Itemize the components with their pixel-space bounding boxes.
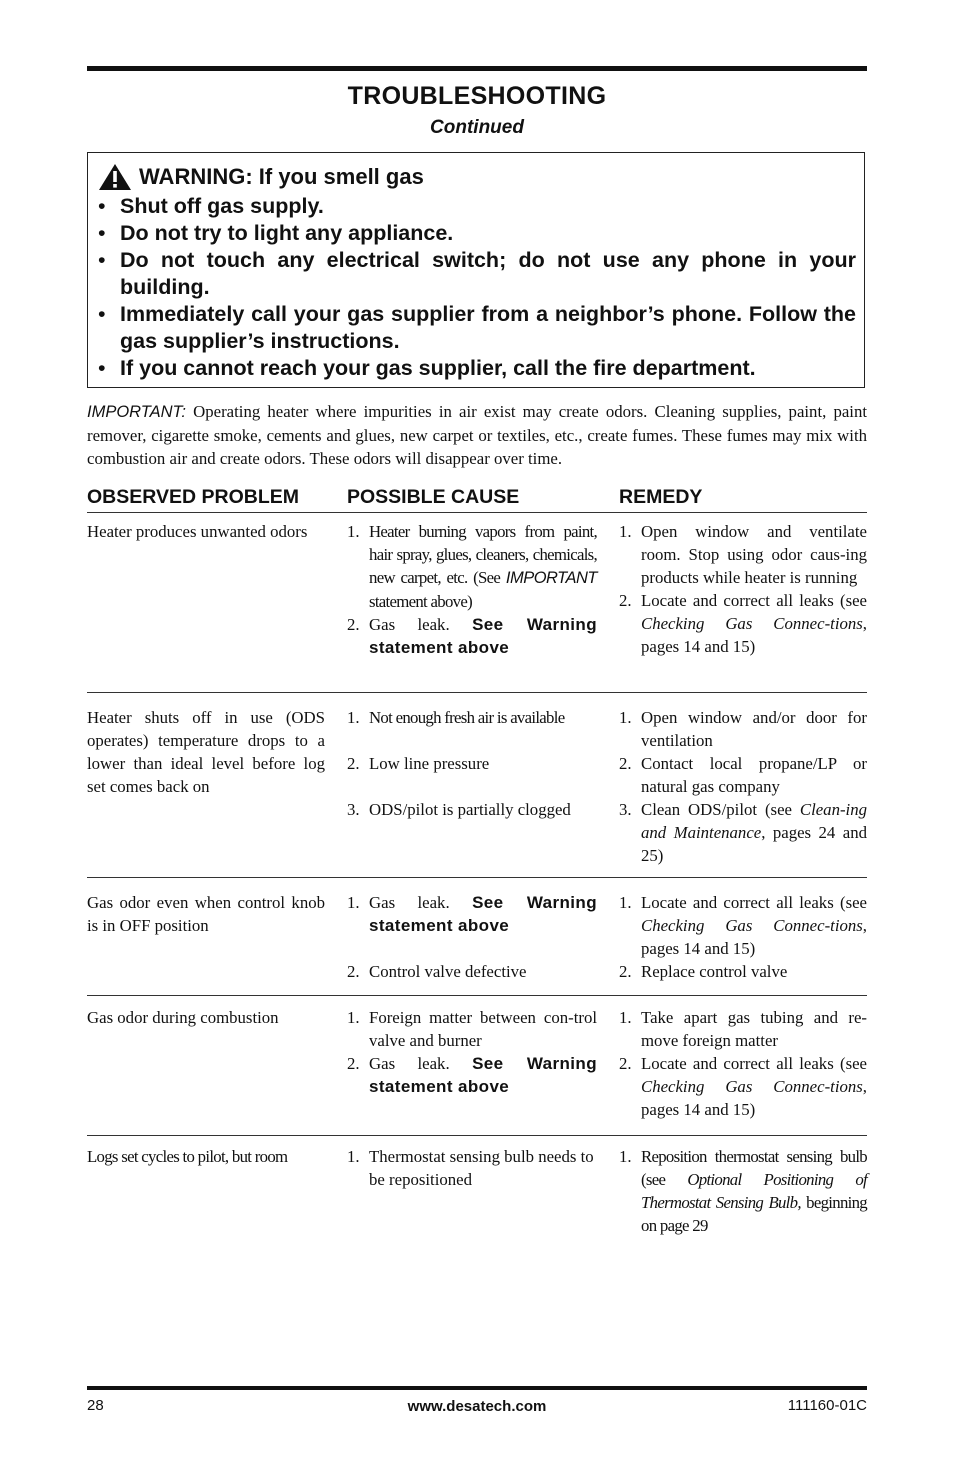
warning-item: • If you cannot reach your gas supplier, call the fire department. (98, 355, 856, 382)
warning-triangle-icon (98, 163, 132, 191)
cause-cell (347, 706, 597, 821)
important-text: Operating heater where impurities in air exist may create odors. Cleaning supplies, paint, paint remover, cigarette smoke, cements and glues, new carpet or textiles, etc., create fumes. These fumes may mix with combustion air and create odors. These odors will disappear over time. (87, 402, 867, 468)
column-header-problem: OBSERVED PROBLEM (87, 486, 300, 508)
list-item: 2. Gas leak. See Warning statement above (347, 1054, 598, 1096)
remedy-cell (619, 706, 867, 867)
list-item: 1. Not enough fresh air is available (347, 708, 565, 727)
list-item: 2. Gas leak. See Warning statement above (347, 615, 598, 657)
remedy-cell (619, 891, 867, 983)
warning-heading (98, 163, 424, 191)
footer-url: www.desatech.com (407, 1398, 547, 1415)
cause-cell (347, 1145, 597, 1191)
list-item: 3. ODS/pilot is partially clogged (347, 800, 571, 819)
remedy-cell (619, 1006, 867, 1121)
column-header-cause: POSSIBLE CAUSE (347, 486, 520, 508)
list-item: 1. Heater burning vapors from paint, hair spray, glues, cleaners, chemicals, new carpet, etc. (See IMPORTANT statement above) (347, 522, 597, 611)
warning-item: • Do not try to light any appliance. (98, 220, 856, 247)
top-rule (87, 66, 867, 71)
list-item: 2. Replace control valve (619, 962, 788, 981)
important-lead: IMPORTANT: (87, 403, 186, 421)
warning-item: • Shut off gas supply. (98, 193, 856, 220)
list-item: 2. Contact local propane/LP or natural gas company (619, 754, 867, 796)
problem-cell: Logs set cycles to pilot, but room (87, 1147, 288, 1166)
list-item: 1. Foreign matter between con-trol valve and burner (347, 1008, 597, 1050)
remedy-cell (619, 520, 867, 658)
problem-cell: Heater shuts off in use (ODS operates) temperature drops to a lower than ideal level before log set comes back on (87, 708, 325, 796)
row-divider (87, 1135, 867, 1136)
document-number: 111160-01C (787, 1397, 867, 1414)
warning-item: • Do not touch any electrical switch; do not use any phone in your building. (98, 247, 856, 301)
list-item: 1. Open window and/or door for ventilation (619, 708, 867, 750)
row-divider (87, 995, 867, 996)
warning-box (87, 152, 865, 388)
list-item: 1. Locate and correct all leaks (see Checking Gas Connec-tions, pages 14 and 15) (619, 893, 867, 958)
row-divider (87, 877, 867, 878)
warning-heading-text: WARNING: If you smell gas (139, 164, 424, 189)
important-note (87, 400, 867, 470)
list-item: 1. Reposition thermostat sensing bulb (see Optional Positioning of Thermostat Sensing Bulb, beginning on page 29 (619, 1147, 867, 1235)
list-item: 2. Locate and correct all leaks (see Checking Gas Connec-tions, pages 14 and 15) (619, 1054, 867, 1119)
page-title: TROUBLESHOOTING (347, 82, 607, 110)
page-number: 28 (87, 1397, 104, 1414)
list-item: 2. Low line pressure (347, 754, 490, 773)
list-item: 1. Thermostat sensing bulb needs to be repositioned (347, 1147, 594, 1189)
list-item: 3. Clean ODS/pilot (see Clean-ing and Maintenance, pages 24 and 25) (619, 800, 867, 865)
warning-list (98, 193, 856, 382)
problem-cell: Heater produces unwanted odors (87, 522, 308, 541)
remedy-cell (619, 1145, 867, 1237)
cause-cell (347, 1006, 597, 1098)
list-item: 2. Control valve defective (347, 962, 527, 981)
bottom-rule (87, 1386, 867, 1390)
list-item: 1. Take apart gas tubing and re-move foreign matter (619, 1008, 867, 1050)
list-item: 1. Gas leak. See Warning statement above (347, 893, 598, 935)
column-header-remedy: REMEDY (619, 486, 703, 508)
header-rule (87, 512, 867, 513)
list-item: 2. Locate and correct all leaks (see Checking Gas Connec-tions, pages 14 and 15) (619, 591, 867, 656)
problem-cell: Gas odor during combustion (87, 1008, 279, 1027)
cause-cell (347, 891, 597, 983)
page-subtitle: Continued (430, 117, 524, 138)
list-item: 1. Open window and ventilate room. Stop using odor caus-ing products while heater is running (619, 522, 867, 587)
row-divider (87, 692, 867, 693)
cause-cell (347, 520, 597, 659)
warning-item: • Immediately call your gas supplier from a neighbor’s phone. Follow the gas supplier’s instructions. (98, 301, 856, 355)
problem-cell: Gas odor even when control knob is in OFF position (87, 893, 325, 935)
